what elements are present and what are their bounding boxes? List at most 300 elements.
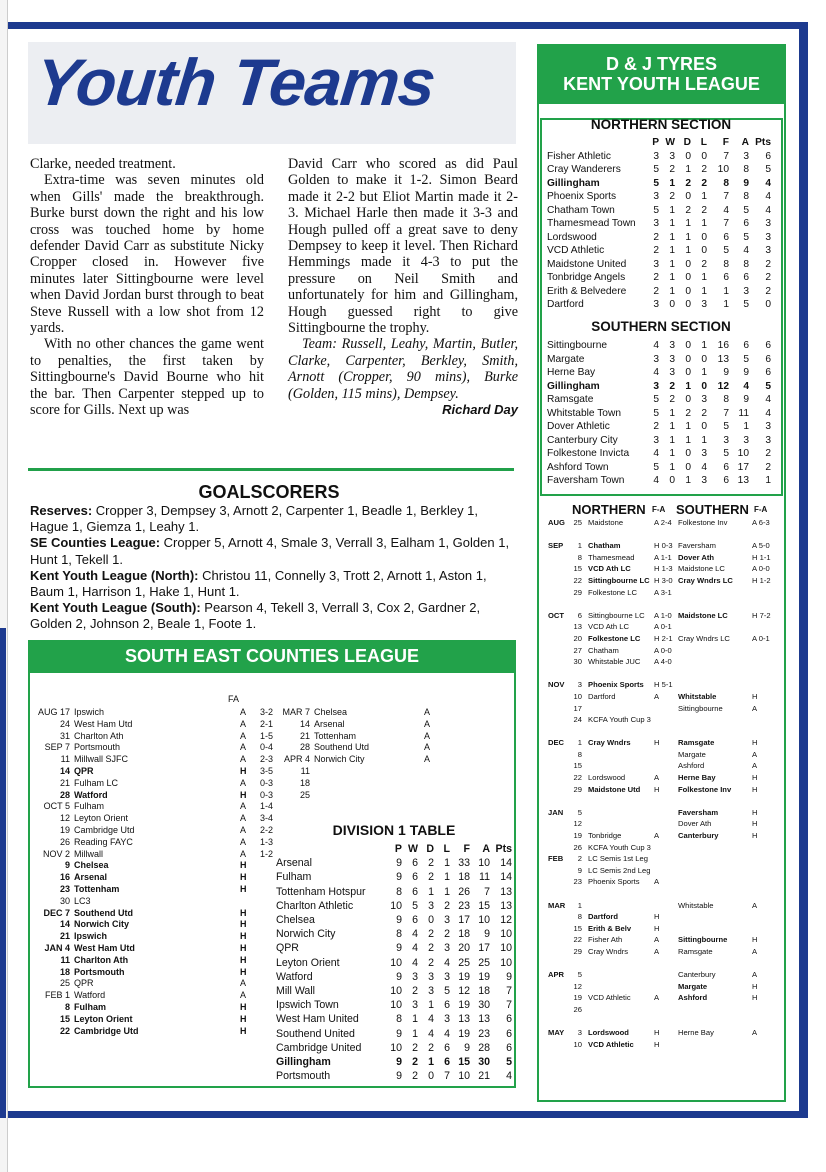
north-result	[654, 760, 678, 772]
fixture-row	[548, 760, 784, 772]
north-opponent	[588, 900, 654, 912]
fixture-date: 19	[59, 824, 70, 835]
table-cell: 14	[500, 871, 512, 884]
table-row	[276, 899, 512, 913]
team-name: Mill Wall	[276, 985, 316, 998]
north-opponent: Erith & Belv	[588, 923, 632, 933]
south-result	[752, 726, 778, 738]
north-opponent: Cray Wndrs	[588, 738, 631, 748]
fixture-venue: A	[240, 978, 247, 989]
table-cell: 1	[685, 218, 691, 229]
table-cell: 1	[685, 434, 691, 446]
south-result: H	[752, 738, 758, 748]
table-cell: 0	[685, 272, 691, 283]
table-cell: 0	[701, 380, 707, 392]
fixture-date: 26	[59, 836, 70, 847]
fixture-opponent: Tottenham	[314, 730, 357, 741]
table-cell: 2	[701, 407, 707, 419]
table-cell: 8	[723, 258, 729, 270]
south-result: H 7-2	[752, 610, 771, 620]
table-cell: 2	[653, 245, 659, 256]
south-opponent: Folkestone Inv	[678, 518, 728, 527]
fixture-month	[548, 992, 570, 1004]
south-result	[752, 865, 778, 877]
south-opponent	[678, 587, 752, 599]
north-result	[654, 749, 678, 761]
north-opponent: Phoenix Sports	[588, 877, 640, 887]
north-result: A 1-0	[654, 610, 672, 620]
fa-header-south: F-A	[754, 505, 768, 514]
table-cell: 2	[765, 448, 771, 459]
table-cell: 2	[765, 461, 771, 473]
table-row	[547, 393, 779, 407]
fixture-day: 30	[573, 657, 582, 667]
north-opponent	[588, 818, 654, 830]
fixture-score: 0-3	[260, 777, 274, 788]
south-opponent: Canterbury	[678, 831, 719, 841]
north-opponent	[588, 749, 654, 761]
table-cell: 5	[653, 204, 659, 216]
table-cell: 1	[701, 191, 707, 202]
south-opponent: Faversham	[678, 541, 716, 551]
table-cell: 10	[478, 857, 490, 870]
fixture-opponent: Cambridge Utd	[74, 824, 135, 835]
fixture-month	[548, 563, 570, 575]
fixture-score: 0-3	[260, 789, 274, 800]
north-result: H 3-0	[654, 575, 673, 585]
table-cell: 13	[737, 475, 749, 486]
table-cell: 21	[478, 1070, 490, 1083]
fixture-month	[548, 784, 570, 796]
fixture-score: 1-3	[260, 836, 274, 847]
fixture-row	[548, 795, 784, 807]
team-name: Cray Wanderers	[547, 164, 621, 175]
south-result	[752, 1039, 778, 1051]
table-cell: 25	[458, 956, 470, 969]
fixture-date: 28	[59, 789, 70, 800]
table-cell: 14	[500, 857, 512, 870]
fixture-row	[548, 981, 784, 993]
table-cell: 18	[458, 871, 470, 884]
goalscorer-names: Cropper 3, Dempsey 3, Arnott 2, Carpenter 1, Beadle 1, Berkley 1, Hague 1, Giemza 1, Leahy 1.	[30, 503, 479, 535]
north-result: H 2-1	[654, 633, 673, 643]
fixture-row	[548, 575, 784, 587]
table-cell: 4	[653, 475, 659, 486]
north-result	[654, 969, 678, 981]
team-name: Phoenix Sports	[547, 191, 617, 202]
fixture-venue: H	[240, 1001, 247, 1012]
table-cell: 2	[412, 1041, 418, 1054]
team-name: Sittingbourne	[547, 340, 608, 351]
division-table-title: DIVISION 1 TABLE	[332, 822, 456, 838]
north-opponent	[588, 1004, 654, 1016]
north-result	[654, 842, 678, 854]
fixture-date: 21	[59, 931, 70, 942]
table-cell: 3	[743, 285, 749, 297]
table-cell: 3	[653, 353, 659, 365]
table-cell: 6	[765, 340, 771, 351]
fixture-date: 21	[59, 777, 70, 788]
south-result	[752, 587, 778, 599]
fixture-date: MAR 7	[282, 707, 310, 717]
fixture-venue: H	[240, 860, 247, 871]
south-opponent: Ashford	[678, 993, 708, 1003]
table-cell: 8	[743, 191, 749, 202]
table-cell: 6	[743, 218, 749, 229]
south-result	[752, 1004, 778, 1016]
south-result: A 0-0	[752, 564, 770, 574]
fixture-month	[548, 726, 570, 738]
table-cell: 2	[685, 407, 691, 419]
north-result	[654, 818, 678, 830]
fixture-row	[36, 790, 288, 802]
fixture-month: MAY	[548, 1028, 565, 1038]
fixture-venue: A	[240, 730, 247, 741]
table-cell: 2	[444, 928, 450, 941]
fixture-row	[548, 552, 784, 564]
table-row	[547, 217, 779, 231]
north-result	[654, 807, 678, 819]
fixture-day: 2	[577, 854, 582, 864]
fixture-row	[36, 719, 288, 731]
table-cell: 16	[717, 340, 729, 351]
north-opponent: KCFA Youth Cup 3	[588, 715, 651, 725]
south-opponent: Cray Wndrs LC	[678, 633, 730, 643]
sec-fixtures-col2	[280, 707, 444, 801]
fixture-day: 17	[573, 703, 582, 713]
fixture-score: 1-5	[260, 730, 274, 741]
fixture-row	[548, 587, 784, 599]
fixture-month: FEB	[548, 854, 564, 864]
kent-league-banner	[537, 44, 786, 104]
fixture-venue: A	[424, 730, 431, 741]
north-result: H	[654, 923, 660, 933]
table-row	[547, 380, 779, 394]
fixture-month	[548, 575, 570, 587]
fixture-row	[36, 884, 288, 896]
table-header-f: F	[463, 843, 470, 855]
team-name: Maidstone United	[547, 258, 627, 270]
team-name: Gillingham	[547, 177, 600, 189]
table-header-a: A	[741, 137, 749, 148]
south-opponent: Margate	[678, 981, 708, 991]
south-result	[752, 529, 778, 541]
fixture-day	[570, 668, 588, 680]
fixture-date: 18	[299, 777, 310, 788]
team-name: Herne Bay	[547, 367, 596, 378]
table-cell: 6	[723, 272, 729, 283]
table-cell: 2	[653, 272, 659, 283]
table-cell: 9	[396, 1056, 402, 1069]
table-cell: 10	[390, 1041, 402, 1054]
fixture-day	[570, 1016, 588, 1028]
table-row	[547, 298, 779, 312]
table-cell: 5	[743, 299, 749, 310]
north-result	[654, 900, 678, 912]
north-result	[654, 958, 678, 970]
fixture-row	[548, 691, 784, 703]
fixture-row	[36, 978, 288, 990]
north-result	[654, 865, 678, 877]
table-cell: 4	[765, 177, 771, 189]
south-opponent	[678, 621, 752, 633]
south-opponent	[678, 923, 752, 935]
south-opponent	[678, 876, 752, 888]
fixture-row	[548, 830, 784, 842]
fixture-row	[36, 919, 288, 931]
table-cell: 1	[685, 380, 691, 392]
table-cell: 7	[723, 150, 729, 162]
fixture-venue: A	[240, 777, 247, 788]
fixture-row	[36, 707, 288, 719]
table-cell: 7	[723, 218, 729, 229]
table-cell: 0	[701, 231, 707, 243]
north-opponent	[588, 958, 654, 970]
table-cell: 4	[428, 1027, 434, 1040]
fixture-venue: A	[424, 754, 431, 765]
table-cell: 2	[428, 871, 434, 884]
fixture-score: 1-2	[260, 848, 274, 859]
table-row	[547, 271, 779, 285]
table-header-w: W	[665, 137, 675, 148]
table-cell: 7	[723, 191, 729, 202]
article-paragraph: David Carr who scored as did Paul Golden to make it 1-2. Simon Beard made it 2-2 but Eliot Martin made it 2-3. Michael Harle then made it 3-3 and Hough pulled off a great save to deny Dempsey to keep it level. Then Richard Hemmings made it 4-3 to put the pressure on Neil Smith and unfortunately for him and Gillingham, Hough guessed right to give Sittingbourne the trophy.	[288, 156, 518, 337]
table-cell: 8	[743, 258, 749, 270]
fixture-venue: H	[240, 765, 247, 776]
fixture-row	[548, 703, 784, 715]
fixture-venue: A	[240, 801, 247, 812]
south-result: H	[752, 993, 758, 1003]
fixture-month	[548, 749, 570, 761]
table-row	[547, 366, 779, 380]
fixture-row	[36, 778, 288, 790]
fixture-row	[548, 529, 784, 541]
table-cell: 1	[685, 475, 691, 486]
south-opponent	[678, 1016, 752, 1028]
fixture-row	[548, 784, 784, 796]
team-name: Margate	[547, 353, 585, 365]
fixture-day: 5	[577, 970, 582, 980]
table-cell: 1	[765, 475, 771, 486]
table-cell: 3	[444, 942, 450, 955]
table-cell: 1	[669, 407, 675, 419]
fixture-month: JAN	[548, 807, 564, 817]
table-cell: 6	[444, 1056, 450, 1069]
fixture-day: 23	[573, 877, 582, 887]
team-name: Lordswood	[547, 231, 597, 243]
table-cell: 8	[396, 928, 402, 941]
team-name: Gillingham	[547, 380, 600, 392]
fixture-row	[36, 860, 288, 872]
table-cell: 6	[444, 999, 450, 1012]
south-result: H	[752, 819, 758, 829]
goalscorer-line	[30, 600, 516, 632]
table-cell: 9	[396, 942, 402, 955]
table-row	[276, 870, 512, 884]
north-section-title: NORTHERN SECTION	[590, 117, 732, 132]
fixture-day: 8	[577, 749, 582, 759]
table-cell: 3	[701, 475, 707, 486]
north-opponent	[588, 981, 654, 993]
table-row	[547, 339, 779, 353]
table-cell: 1	[428, 999, 434, 1012]
fa-header: FA	[228, 694, 240, 704]
table-cell: 1	[669, 285, 675, 297]
table-header-l: L	[443, 843, 450, 855]
south-result	[752, 656, 778, 668]
fixture-row	[548, 876, 784, 888]
table-cell: 2	[428, 942, 434, 955]
table-cell: 5	[653, 407, 659, 419]
table-cell: 3	[412, 970, 418, 983]
table-cell: 0	[685, 299, 691, 310]
fixture-venue: H	[240, 931, 247, 942]
table-row	[547, 190, 779, 204]
table-cell: 3	[653, 191, 659, 202]
table-cell: 30	[478, 999, 490, 1012]
table-header-p: P	[652, 137, 659, 148]
team-name: Charlton Athletic	[276, 899, 354, 912]
fixture-row	[36, 943, 288, 955]
table-row	[276, 856, 512, 870]
table-header-a: A	[482, 843, 490, 855]
south-result	[752, 1016, 778, 1028]
table-cell: 6	[412, 871, 418, 884]
table-cell: 6	[765, 353, 771, 365]
table-cell: 10	[737, 448, 749, 459]
fixture-venue: H	[240, 1013, 247, 1024]
fixture-venue: H	[240, 872, 247, 883]
table-cell: 2	[444, 899, 450, 912]
table-cell: 20	[458, 942, 470, 955]
north-opponent: Lordswood	[588, 1028, 629, 1038]
table-cell: 18	[478, 985, 490, 998]
fixture-day: 1	[577, 738, 582, 748]
fixture-opponent: Chelsea	[314, 707, 348, 717]
table-cell: 0	[428, 914, 434, 927]
north-opponent: Dartford	[588, 691, 616, 701]
table-cell: 4	[444, 956, 450, 969]
fixture-row	[36, 908, 288, 920]
table-cell: 1	[669, 231, 675, 243]
south-result: A	[752, 703, 758, 713]
table-cell: 0	[669, 299, 675, 310]
south-opponent	[678, 842, 752, 854]
table-cell: 8	[723, 177, 729, 189]
north-result: A	[654, 993, 660, 1003]
fixture-venue: A	[424, 707, 431, 717]
fixture-row	[548, 865, 784, 877]
fixture-opponent: Southend Utd	[74, 907, 133, 918]
table-cell: 3	[653, 258, 659, 270]
team-name: Arsenal	[276, 857, 312, 870]
fixture-row	[36, 896, 288, 908]
table-cell: 0	[701, 150, 707, 162]
table-header-pts: Pts	[495, 843, 512, 855]
fixture-date: 22	[59, 1025, 70, 1036]
fixture-row	[280, 778, 444, 790]
fixture-date: 15	[59, 1013, 70, 1024]
table-cell: 1	[701, 434, 707, 446]
table-cell: 3	[723, 434, 729, 446]
table-cell: 3	[765, 245, 771, 256]
team-name: Dartford	[547, 299, 584, 310]
table-cell: 0	[685, 340, 691, 351]
fixture-day: 27	[573, 645, 582, 655]
fixture-month	[548, 760, 570, 772]
table-cell: 1	[723, 299, 729, 310]
fixture-row	[280, 790, 444, 802]
table-cell: 2	[669, 191, 675, 202]
fixture-row	[36, 801, 288, 813]
fixture-opponent: Southend Utd	[314, 742, 370, 753]
table-cell: 9	[396, 970, 402, 983]
north-result: A	[654, 691, 660, 701]
south-result: H	[752, 773, 758, 783]
north-result	[654, 1016, 678, 1028]
table-cell: 2	[428, 928, 434, 941]
fixture-month	[548, 934, 570, 946]
table-cell: 5	[743, 353, 749, 365]
team-name: Leyton Orient	[276, 956, 340, 969]
fixture-row	[548, 888, 784, 900]
article-paragraph: With no other chances the game went to penalties, the first taken by Sittingbourne's David Bourne who hit the bar. Then Carpenter stepped up to score for Gills. Next up was	[30, 336, 264, 419]
fixture-row	[548, 923, 784, 935]
north-result: A 3-1	[654, 587, 672, 597]
table-cell: 6	[723, 231, 729, 243]
south-opponent	[678, 726, 752, 738]
fixture-date: 25	[299, 789, 310, 800]
fixture-opponent: Watford	[74, 789, 108, 800]
goalscorer-label: Kent Youth League (South):	[30, 600, 201, 616]
north-result: A	[654, 935, 660, 945]
fixture-row	[548, 900, 784, 912]
north-opponent: Sittingbourne LC	[588, 575, 650, 585]
south-result: H	[752, 784, 758, 794]
team-name: Folkestone Invicta	[547, 448, 630, 459]
fixture-opponent: LC3	[74, 895, 91, 906]
table-cell: 5	[765, 164, 771, 175]
north-result: A 4-0	[654, 657, 672, 667]
table-cell: 5	[723, 245, 729, 256]
fixture-venue: A	[240, 742, 247, 753]
fixture-row	[548, 969, 784, 981]
table-cell: 13	[458, 1013, 470, 1026]
south-result	[752, 714, 778, 726]
fixture-month	[548, 958, 570, 970]
table-cell: 9	[396, 1027, 402, 1040]
team-name: Whitstable Town	[547, 407, 621, 419]
south-result: H 1-1	[752, 552, 771, 562]
table-cell: 7	[506, 985, 512, 998]
table-cell: 9	[396, 871, 402, 884]
south-opponent: Whitstable	[678, 691, 717, 701]
table-cell: 2	[669, 164, 675, 175]
south-opponent: Sittingbourne	[678, 703, 723, 713]
table-cell: 2	[428, 956, 434, 969]
table-cell: 3	[765, 434, 771, 446]
table-cell: 9	[396, 857, 402, 870]
table-cell: 3	[743, 434, 749, 446]
team-name: Watford	[276, 970, 313, 983]
south-opponent	[678, 714, 752, 726]
table-cell: 2	[653, 285, 659, 297]
fixture-month	[548, 923, 570, 935]
table-cell: 4	[506, 1070, 512, 1083]
table-cell: 12	[717, 380, 729, 392]
table-cell: 8	[723, 394, 729, 405]
north-opponent: Maidstone Utd	[588, 784, 641, 794]
